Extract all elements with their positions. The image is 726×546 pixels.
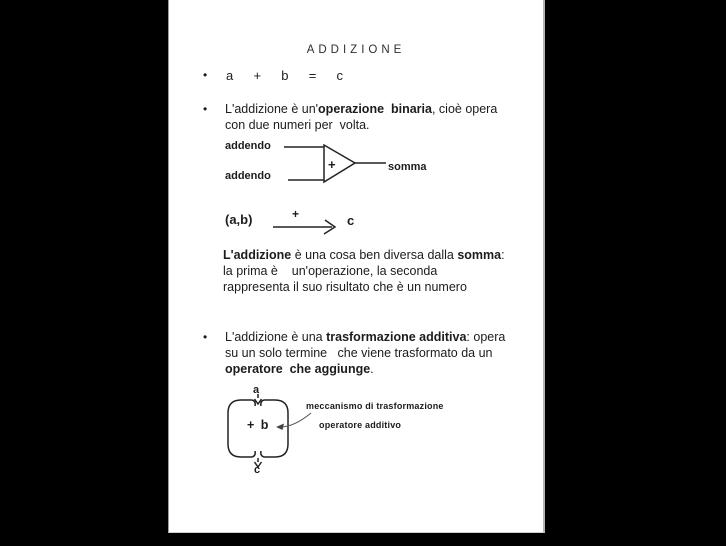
text-segment: L'addizione è un' <box>225 102 319 116</box>
paragraph-operazione-binaria <box>225 101 537 133</box>
input-wires <box>284 147 324 180</box>
text-segment: su un solo termine che viene trasformato da un <box>225 346 493 360</box>
slide-page <box>168 0 545 533</box>
text-segment: . <box>370 362 374 376</box>
bullet-dot: • <box>203 330 208 344</box>
operator-label: operatore additivo <box>319 420 402 430</box>
transform-output-label: c <box>254 464 261 476</box>
pair-label: (a,b) <box>225 212 253 227</box>
text-segment-bold: somma <box>457 248 502 262</box>
text-segment-bold: trasformazione additiva <box>326 330 467 344</box>
addendo-label-top: addendo <box>225 140 271 152</box>
equation-text: a + b = c <box>226 68 345 83</box>
mechanism-label: meccanismo di trasformazione <box>306 401 444 411</box>
somma-label: somma <box>388 161 427 173</box>
bullet-dot: • <box>203 102 208 116</box>
text-segment-bold: operatore che aggiunge <box>225 362 371 376</box>
transform-operator-label: + b <box>247 418 270 432</box>
slide-title: ADDIZIONE <box>306 44 406 56</box>
transform-input-label: a <box>253 384 260 396</box>
text-segment: è una cosa ben diversa dalla <box>291 248 458 262</box>
paragraph-addizione-somma <box>223 247 535 295</box>
text-segment: la prima è un'operazione, la seconda <box>223 264 438 278</box>
plus-operator-icon: + <box>292 207 300 221</box>
callout-arrow-head-icon <box>276 424 284 431</box>
text-segment-bold: L'addizione <box>223 248 292 262</box>
text-segment: rappresenta il suo risultato che è un numero <box>223 280 467 294</box>
text-segment: con due numeri per volta. <box>225 118 370 132</box>
paragraph-trasformazione <box>225 329 541 377</box>
addendo-label-bottom: addendo <box>225 170 271 182</box>
text-segment: : opera <box>466 330 506 344</box>
plus-operator-icon: + <box>328 157 336 172</box>
bottom-gap-hooks <box>252 451 264 457</box>
binary-operator-diagram <box>274 138 396 190</box>
text-segment: , cioè opera <box>431 102 498 116</box>
result-label: c <box>347 213 355 228</box>
text-segment: L'addizione è una <box>225 330 327 344</box>
text-segment: : <box>501 248 505 262</box>
mapping-arrow <box>269 202 354 236</box>
text-segment-bold: operazione binaria <box>318 102 432 116</box>
bullet-dot: • <box>203 68 208 82</box>
